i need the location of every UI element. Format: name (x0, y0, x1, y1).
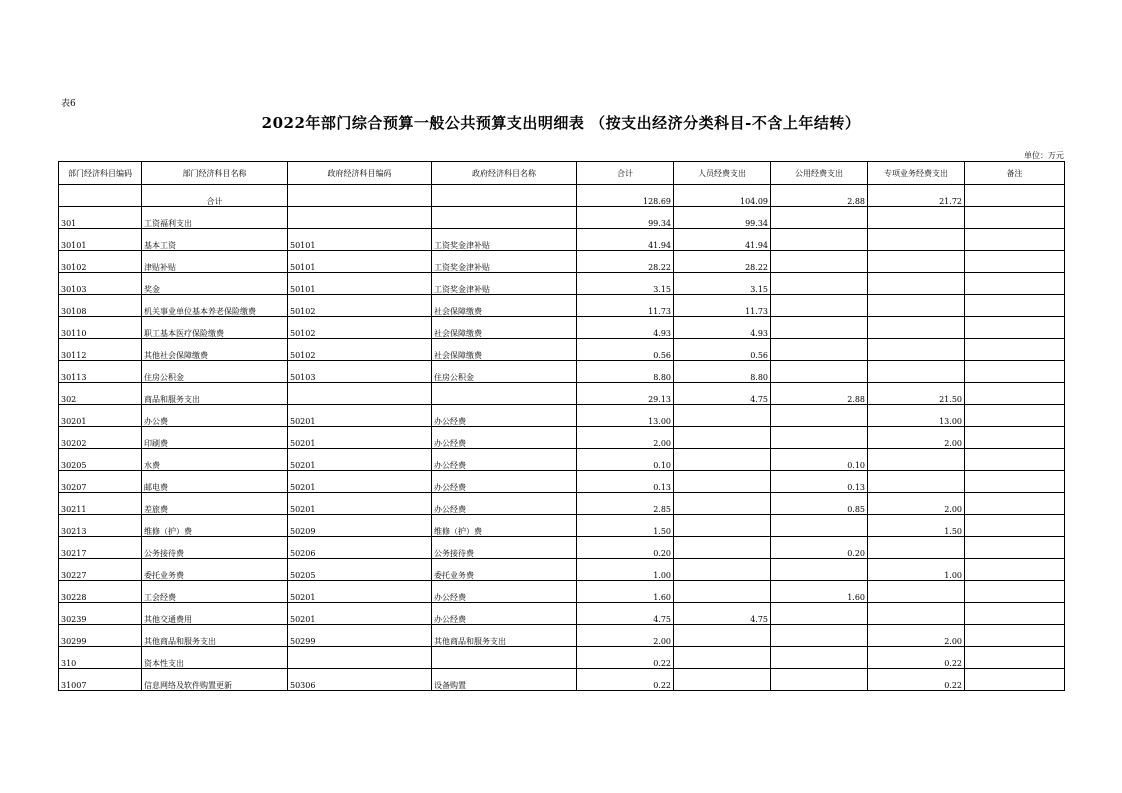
note-cell (965, 603, 1065, 625)
dept-code-cell: 30213 (59, 515, 142, 537)
table-row (59, 537, 1065, 559)
personnel-cell (674, 537, 771, 559)
note-cell (965, 559, 1065, 581)
public-cell: 0.20 (771, 537, 868, 559)
dept-name-cell: 邮电费 (142, 471, 288, 493)
table-row (59, 471, 1065, 493)
gov-code-cell: 50101 (288, 229, 432, 251)
gov-code-cell: 50201 (288, 603, 432, 625)
gov-name-cell: 维修（护）费 (432, 515, 577, 537)
dept-code-cell: 30217 (59, 537, 142, 559)
table-row (59, 405, 1065, 427)
dept-name-cell: 住房公积金 (142, 361, 288, 383)
gov-name-cell: 办公经费 (432, 493, 577, 515)
gov-code-cell: 50201 (288, 471, 432, 493)
dept-code-cell: 30201 (59, 405, 142, 427)
gov-name-cell: 办公经费 (432, 471, 577, 493)
personnel-cell: 11.73 (674, 295, 771, 317)
col-total-header: 合计 (577, 162, 674, 185)
dept-name-cell: 信息网络及软件购置更新 (142, 669, 288, 691)
total-cell: 8.80 (577, 361, 674, 383)
personnel-cell: 28.22 (674, 251, 771, 273)
col-dept-name-header: 部门经济科目名称 (142, 162, 288, 185)
personnel-cell (674, 625, 771, 647)
col-note-header: 备注 (965, 162, 1065, 185)
gov-code-cell: 50103 (288, 361, 432, 383)
table-row (59, 383, 1065, 405)
total-cell: 1.50 (577, 515, 674, 537)
dept-name-cell: 公务接待费 (142, 537, 288, 559)
table-row (59, 251, 1065, 273)
gov-name-cell (432, 383, 577, 405)
gov-code-cell: 50101 (288, 251, 432, 273)
public-cell (771, 669, 868, 691)
total-cell: 0.22 (577, 647, 674, 669)
public-cell (771, 207, 868, 229)
special-cell (868, 273, 965, 295)
dept-name-cell: 津贴补贴 (142, 251, 288, 273)
dept-name-cell: 工资福利支出 (142, 207, 288, 229)
table-row (59, 339, 1065, 361)
note-cell (965, 581, 1065, 603)
total-cell: 0.22 (577, 669, 674, 691)
special-cell (868, 361, 965, 383)
special-cell (868, 471, 965, 493)
total-cell: 2.00 (577, 427, 674, 449)
dept-code-cell: 31007 (59, 669, 142, 691)
special-cell (868, 229, 965, 251)
total-personnel: 104.09 (674, 185, 771, 207)
public-cell (771, 251, 868, 273)
total-label: 合计 (142, 185, 288, 207)
col-personnel-header: 人员经费支出 (674, 162, 771, 185)
dept-code-cell: 30103 (59, 273, 142, 295)
public-cell (771, 559, 868, 581)
public-cell: 2.88 (771, 383, 868, 405)
public-cell (771, 295, 868, 317)
gov-code-cell: 50306 (288, 669, 432, 691)
public-cell (771, 427, 868, 449)
dept-code-cell: 30211 (59, 493, 142, 515)
dept-name-cell: 维修（护）费 (142, 515, 288, 537)
total-cell: 0.13 (577, 471, 674, 493)
page-title: 2022年部门综合预算一般公共预算支出明细表 （按支出经济分类科目-不含上年结转） (261, 114, 861, 132)
table-row (59, 581, 1065, 603)
gov-name-cell: 工资奖金津补贴 (432, 251, 577, 273)
header-row (59, 162, 1065, 185)
note-cell (965, 493, 1065, 515)
personnel-cell (674, 471, 771, 493)
dept-name-cell: 印刷费 (142, 427, 288, 449)
public-cell: 0.85 (771, 493, 868, 515)
gov-name-cell: 委托业务费 (432, 559, 577, 581)
public-cell (771, 229, 868, 251)
gov-code-cell: 50201 (288, 493, 432, 515)
gov-name-cell: 工资奖金津补贴 (432, 273, 577, 295)
personnel-cell (674, 493, 771, 515)
special-cell: 13.00 (868, 405, 965, 427)
public-cell (771, 515, 868, 537)
dept-code-cell: 30207 (59, 471, 142, 493)
gov-code-cell: 50206 (288, 537, 432, 559)
gov-code-cell: 50299 (288, 625, 432, 647)
note-cell (965, 251, 1065, 273)
total-cell: 11.73 (577, 295, 674, 317)
dept-name-cell: 基本工资 (142, 229, 288, 251)
dept-name-cell: 工会经费 (142, 581, 288, 603)
public-cell (771, 273, 868, 295)
dept-code-cell: 30228 (59, 581, 142, 603)
col-public-header: 公用经费支出 (771, 162, 868, 185)
special-cell (868, 581, 965, 603)
public-cell (771, 647, 868, 669)
dept-code-cell: 30112 (59, 339, 142, 361)
total-gov-code-cell (288, 185, 432, 207)
gov-code-cell: 50201 (288, 427, 432, 449)
note-cell (965, 295, 1065, 317)
col-gov-code-header: 政府经济科目编码 (288, 162, 432, 185)
dept-name-cell: 其他商品和服务支出 (142, 625, 288, 647)
personnel-cell: 99.34 (674, 207, 771, 229)
note-cell (965, 515, 1065, 537)
special-cell: 2.00 (868, 427, 965, 449)
unit-label: 单位：万元 (1024, 151, 1064, 160)
gov-code-cell (288, 383, 432, 405)
personnel-cell: 4.93 (674, 317, 771, 339)
total-cell: 2.00 (577, 625, 674, 647)
dept-name-cell: 委托业务费 (142, 559, 288, 581)
dept-name-cell: 资本性支出 (142, 647, 288, 669)
table-row (59, 317, 1065, 339)
total-row (59, 185, 1065, 207)
note-cell (965, 339, 1065, 361)
personnel-cell (674, 669, 771, 691)
special-cell: 0.22 (868, 647, 965, 669)
dept-code-cell: 301 (59, 207, 142, 229)
budget-table (58, 161, 1065, 691)
table-row (59, 427, 1065, 449)
special-cell (868, 295, 965, 317)
note-cell (965, 361, 1065, 383)
special-cell (868, 339, 965, 361)
col-special-header: 专项业务经费支出 (868, 162, 965, 185)
dept-name-cell: 差旅费 (142, 493, 288, 515)
public-cell (771, 317, 868, 339)
total-gov-name-cell (432, 185, 577, 207)
dept-code-cell: 30110 (59, 317, 142, 339)
special-cell (868, 317, 965, 339)
personnel-cell (674, 427, 771, 449)
table-row (59, 647, 1065, 669)
total-cell: 4.93 (577, 317, 674, 339)
dept-code-cell: 30113 (59, 361, 142, 383)
personnel-cell (674, 405, 771, 427)
gov-code-cell: 50201 (288, 405, 432, 427)
total-cell: 0.10 (577, 449, 674, 471)
table-row (59, 229, 1065, 251)
gov-name-cell (432, 647, 577, 669)
gov-name-cell: 社会保障缴费 (432, 317, 577, 339)
sheet-label: 表6 (61, 99, 76, 109)
public-cell: 0.10 (771, 449, 868, 471)
note-cell (965, 207, 1065, 229)
gov-name-cell: 办公经费 (432, 427, 577, 449)
personnel-cell (674, 515, 771, 537)
special-cell: 1.00 (868, 559, 965, 581)
note-cell (965, 669, 1065, 691)
gov-code-cell: 50209 (288, 515, 432, 537)
gov-name-cell: 工资奖金津补贴 (432, 229, 577, 251)
dept-name-cell: 办公费 (142, 405, 288, 427)
total-cell: 28.22 (577, 251, 674, 273)
personnel-cell (674, 559, 771, 581)
gov-name-cell: 设备购置 (432, 669, 577, 691)
special-cell: 1.50 (868, 515, 965, 537)
special-cell: 21.50 (868, 383, 965, 405)
note-cell (965, 383, 1065, 405)
gov-code-cell: 50201 (288, 581, 432, 603)
special-cell (868, 537, 965, 559)
dept-code-cell: 30101 (59, 229, 142, 251)
gov-name-cell: 公务接待费 (432, 537, 577, 559)
table-row (59, 361, 1065, 383)
gov-code-cell (288, 207, 432, 229)
personnel-cell: 8.80 (674, 361, 771, 383)
gov-name-cell: 办公经费 (432, 449, 577, 471)
dept-code-cell: 30227 (59, 559, 142, 581)
public-cell (771, 603, 868, 625)
special-cell (868, 449, 965, 471)
dept-name-cell: 水费 (142, 449, 288, 471)
gov-name-cell: 社会保障缴费 (432, 339, 577, 361)
total-public: 2.88 (771, 185, 868, 207)
dept-code-cell: 310 (59, 647, 142, 669)
gov-name-cell: 其他商品和服务支出 (432, 625, 577, 647)
special-cell (868, 251, 965, 273)
dept-name-cell: 其他社会保障缴费 (142, 339, 288, 361)
note-cell (965, 537, 1065, 559)
gov-code-cell: 50101 (288, 273, 432, 295)
total-dept-code-cell (59, 185, 142, 207)
public-cell (771, 625, 868, 647)
personnel-cell (674, 647, 771, 669)
gov-code-cell: 50102 (288, 295, 432, 317)
total-cell: 41.94 (577, 229, 674, 251)
table-row (59, 559, 1065, 581)
table-row (59, 449, 1065, 471)
personnel-cell: 4.75 (674, 603, 771, 625)
note-cell (965, 229, 1065, 251)
gov-code-cell: 50205 (288, 559, 432, 581)
total-note (965, 185, 1065, 207)
total-cell: 4.75 (577, 603, 674, 625)
table-row (59, 273, 1065, 295)
note-cell (965, 625, 1065, 647)
dept-name-cell: 机关事业单位基本养老保险缴费 (142, 295, 288, 317)
note-cell (965, 647, 1065, 669)
gov-name-cell: 办公经费 (432, 603, 577, 625)
table-row (59, 603, 1065, 625)
note-cell (965, 449, 1065, 471)
total-cell: 3.15 (577, 273, 674, 295)
dept-name-cell: 职工基本医疗保险缴费 (142, 317, 288, 339)
dept-name-cell: 其他交通费用 (142, 603, 288, 625)
total-sum: 128.69 (577, 185, 674, 207)
total-cell: 0.20 (577, 537, 674, 559)
dept-code-cell: 302 (59, 383, 142, 405)
total-cell: 1.00 (577, 559, 674, 581)
col-dept-code-header: 部门经济科目编码 (59, 162, 142, 185)
public-cell: 1.60 (771, 581, 868, 603)
note-cell (965, 317, 1065, 339)
table-row (59, 207, 1065, 229)
dept-code-cell: 30102 (59, 251, 142, 273)
gov-name-cell: 办公经费 (432, 405, 577, 427)
total-cell: 2.85 (577, 493, 674, 515)
table-row (59, 515, 1065, 537)
dept-name-cell: 奖金 (142, 273, 288, 295)
total-cell: 29.13 (577, 383, 674, 405)
gov-code-cell: 50102 (288, 339, 432, 361)
personnel-cell: 4.75 (674, 383, 771, 405)
personnel-cell: 41.94 (674, 229, 771, 251)
dept-code-cell: 30299 (59, 625, 142, 647)
gov-name-cell (432, 207, 577, 229)
gov-code-cell: 50201 (288, 449, 432, 471)
note-cell (965, 427, 1065, 449)
special-cell (868, 207, 965, 229)
personnel-cell (674, 449, 771, 471)
public-cell (771, 405, 868, 427)
col-gov-name-header: 政府经济科目名称 (432, 162, 577, 185)
total-cell: 1.60 (577, 581, 674, 603)
special-cell: 2.00 (868, 493, 965, 515)
dept-code-cell: 30202 (59, 427, 142, 449)
note-cell (965, 273, 1065, 295)
note-cell (965, 471, 1065, 493)
gov-name-cell: 住房公积金 (432, 361, 577, 383)
dept-code-cell: 30239 (59, 603, 142, 625)
dept-code-cell: 30108 (59, 295, 142, 317)
public-cell (771, 361, 868, 383)
table-row (59, 295, 1065, 317)
total-cell: 13.00 (577, 405, 674, 427)
table-row (59, 669, 1065, 691)
table-row (59, 493, 1065, 515)
note-cell (965, 405, 1065, 427)
total-special: 21.72 (868, 185, 965, 207)
special-cell: 2.00 (868, 625, 965, 647)
public-cell (771, 339, 868, 361)
dept-name-cell: 商品和服务支出 (142, 383, 288, 405)
dept-code-cell: 30205 (59, 449, 142, 471)
gov-name-cell: 社会保障缴费 (432, 295, 577, 317)
personnel-cell: 3.15 (674, 273, 771, 295)
special-cell: 0.22 (868, 669, 965, 691)
personnel-cell (674, 581, 771, 603)
personnel-cell: 0.56 (674, 339, 771, 361)
total-cell: 99.34 (577, 207, 674, 229)
gov-name-cell: 办公经费 (432, 581, 577, 603)
total-cell: 0.56 (577, 339, 674, 361)
table-row (59, 625, 1065, 647)
gov-code-cell: 50102 (288, 317, 432, 339)
special-cell (868, 603, 965, 625)
public-cell: 0.13 (771, 471, 868, 493)
gov-code-cell (288, 647, 432, 669)
